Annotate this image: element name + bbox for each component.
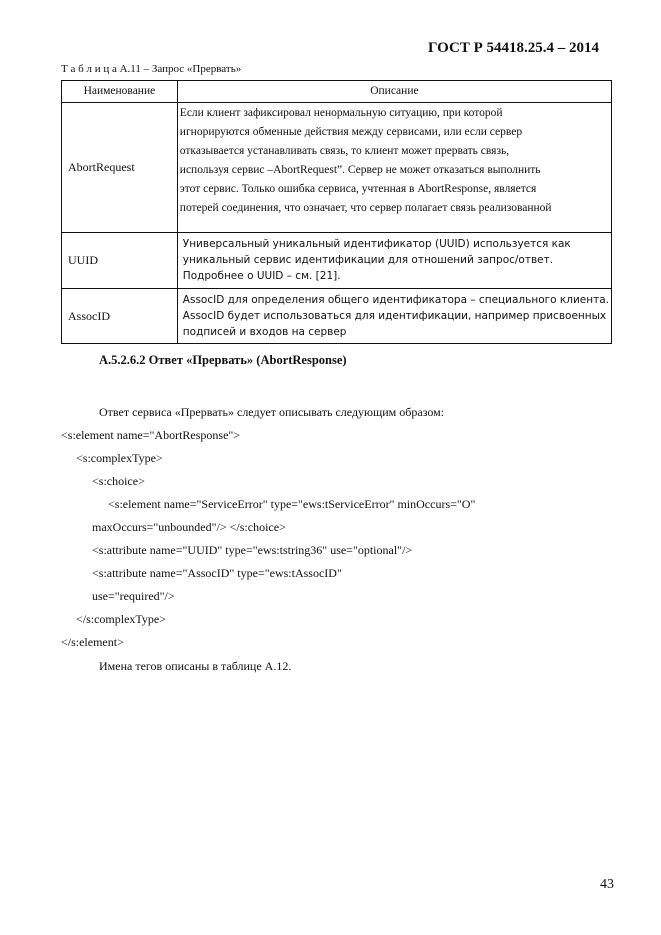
closing-paragraph: Имена тегов описаны в таблице А.12. — [99, 659, 292, 673]
description-line: AssocID для определения общего идентификатора – специального клиента. — [182, 294, 609, 306]
description-line: игнорируются обменные действия между сервисами, или если сервер — [179, 126, 523, 138]
column-header-description: Описание — [177, 81, 611, 103]
code-line: use="required"/> — [92, 589, 175, 603]
row-description-uuid — [177, 233, 611, 289]
page-number: 43 — [600, 877, 614, 892]
intro-paragraph: Ответ сервиса «Прервать» следует описывать следующим образом: — [99, 405, 445, 419]
description-line: отказывается устанавливать связь, то клиент может прервать связь, — [179, 145, 510, 157]
row-description-associd — [177, 289, 611, 344]
code-line: <s:attribute name="AssocID" type="ews:tAssocID" — [92, 566, 342, 580]
table-row — [62, 233, 612, 289]
row-name-abortrequest: AbortRequest — [62, 103, 178, 233]
code-line: <s:choice> — [92, 474, 145, 488]
description-line: Подробнее о UUID – см. [21]. — [182, 270, 341, 282]
code-line: </s:complexType> — [76, 612, 167, 626]
code-line: <s:complexType> — [76, 451, 163, 465]
section-heading: А.5.2.6.2 Ответ «Прервать» (AbortResponse) — [99, 353, 347, 367]
description-line: Универсальный уникальный идентификатор (UUID) используется как — [182, 238, 571, 250]
definitions-table — [61, 80, 612, 344]
description-line: AssocID будет использоваться для идентификации, например присвоенных — [182, 310, 607, 322]
code-line: maxOccurs="unbounded"/> </s:choice> — [92, 520, 286, 534]
table-row — [62, 103, 612, 233]
code-line: <s:attribute name="UUID" type="ews:tstring36" use="optional"/> — [92, 543, 413, 557]
column-header-name: Наименование — [62, 81, 178, 103]
table-header-row — [62, 81, 612, 103]
code-line: <s:element name="ServiceError" type="ews:tServiceError" minOccurs="O" — [108, 497, 476, 511]
code-line: </s:element> — [61, 635, 124, 649]
row-description-abortrequest — [177, 103, 611, 233]
description-line: потерей соединения, что означает, что сервер полагает связь реализованной — [179, 202, 552, 214]
table-caption: Т а б л и ц а А.11 – Запрос «Прервать» — [61, 63, 242, 75]
description-line: подписей и входов на сервер — [182, 326, 347, 338]
row-name-associd: AssocID — [62, 289, 178, 344]
table-row — [62, 289, 612, 344]
description-line: Если клиент зафиксировал ненормальную ситуацию, при которой — [179, 107, 503, 119]
document-header: ГОСТ Р 54418.25.4 – 2014 — [427, 40, 599, 56]
description-line: этот сервис. Только ошибка сервиса, учтенная в AbortResponse, является — [179, 183, 537, 195]
code-line: <s:element name="AbortResponse"> — [61, 428, 241, 442]
row-name-uuid: UUID — [62, 233, 178, 289]
description-line: уникальный сервис идентификации для отношений запрос/ответ. — [182, 254, 554, 266]
description-line: используя сервис –AbortRequest”. Сервер не может отказаться выполнить — [179, 164, 541, 176]
